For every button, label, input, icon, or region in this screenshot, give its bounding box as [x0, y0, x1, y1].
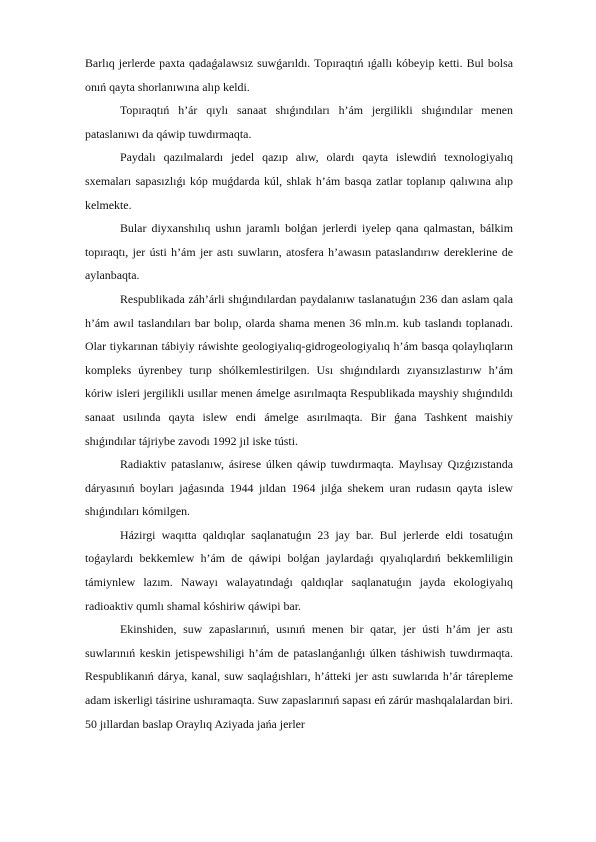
paragraph: Ekinshiden, suw zapaslarınıń, usınıń menen bir qatar, jer ústi h’ám jer astı suwlarınıń keskin jetispewshiligi h’ám de pataslanǵanlıǵı úlken táshiwish tuwdırmaqta. Respublikanıń dárya, kanal, suw saqlaǵıshları, h’átteki jer astı suwlarıda h’ár tárepleme adam iskerligi tásirine ushıramaqta. Suw zapaslarınıń sapası eń zárúr mashqalalardan biri. 50 jıllardan baslap Oraylıq Aziyada jańa jerler: [85, 622, 513, 731]
paragraph: Radiaktiv pataslanıw, ásirese úlken qáwip tuwdırmaqta. Maylısay Qızǵızıstanda dáryasınıń boyları jaǵasında 1944 jıldan 1964 jılǵa shekem uran rudasın qayta islew shıǵındıları kómilgen.: [85, 457, 513, 519]
paragraph: Topıraqtıń h’ár qıylı sanaat shıǵındıları h’ám jergilikli shıǵındılar menen pataslanıwı da qáwip tuwdırmaqta.: [85, 103, 513, 141]
paragraph: Bular diyxanshılıq ushın jaramlı bolǵan jerlerdi iyelep qana qalmastan, bálkim topıraqtı, jer ústi h’ám jer astı suwların, atosfera h’awasın pataslandırıw dereklerine de aylanbaqta.: [85, 221, 513, 283]
paragraph: Respublikada záh’árli shıǵındılardan paydalanıw taslanatuǵın 236 dan aslam qala h’ám awıl taslandıları bar bolıp, olarda shama menen 36 mln.m. kub taslandı toplanadı. Olar tiykarınan tábiyiy ráwishte geologiyalıq-gidrogeologiyalıq h’ám basqa qolaylıqların kompleks úyrenbey turıp shólkemlestirilgen. Usı shıǵındılardı zıyansızlastırıw h’ám kóriw isleri jergilikli usıllar menen ámelge asırılmaqta Respublikada mayshiy shıǵındıldı sanaat usılında qayta islew endi ámelge asırılmaqta. Bir ǵana Tashkent maishiy shıǵındılar tájriybe zavodı 1992 jıl iske tústi.: [85, 291, 513, 448]
paragraph: Paydalı qazılmalardı jedel qazıp alıw, olardı qayta islewdiń texnologiyalıq sxemaları sapasızlıǵı kóp muǵdarda kúl, shlak h’ám basqa zatlar toplanıp qalıwına alıp kelmekte.: [85, 150, 513, 212]
paragraph: Barlıq jerlerde paxta qadaǵalawsız suwǵarıldı. Topıraqtıń ıǵallı kóbeyip ketti. Bul bolsa onıń qayta shorlanıwına alıp keldi.: [85, 56, 513, 94]
document-body: [85, 52, 513, 736]
paragraph: Házirgi waqıtta qaldıqlar saqlanatuǵın 23 jay bar. Bul jerlerde eldi tosatuǵın toǵaylardı bekkemlew h’ám de qáwipi bolǵan jaylardaǵı qıyalıqlardıń bekkemliligin támiynlew lazım. Nawayı walayatındaǵı qaldıqlar saqlanatuǵın jayda ekologiyalıq radioaktiv qumlı shamal kóshiriw qáwipi bar.: [85, 527, 513, 613]
